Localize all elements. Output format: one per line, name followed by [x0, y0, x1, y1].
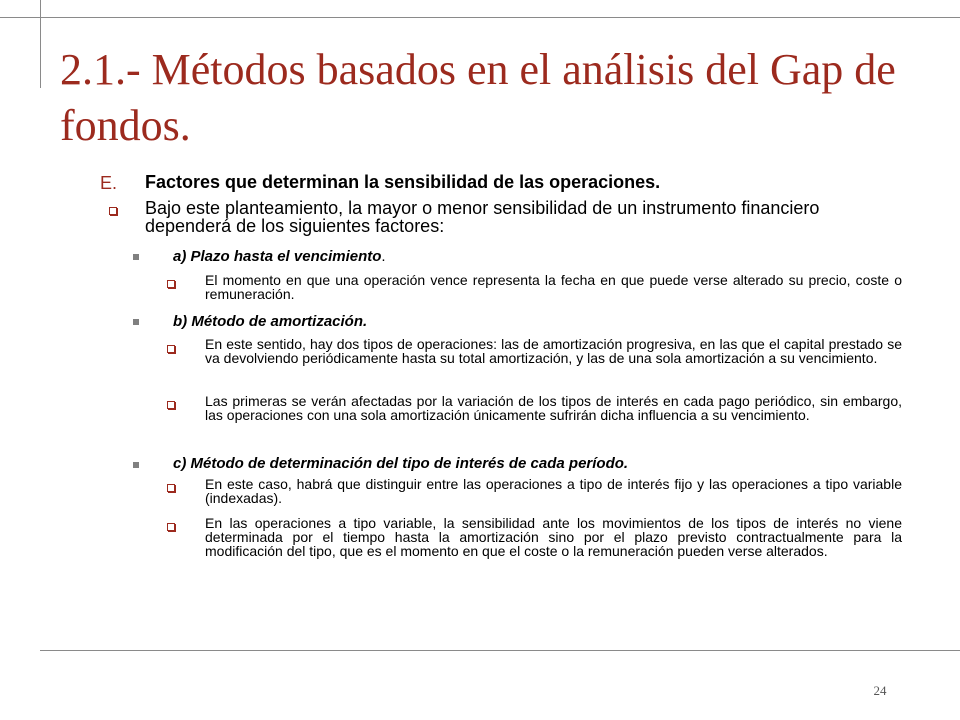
hollow-square-bullet-icon: [167, 345, 175, 353]
factor-a-point-1: El momento en que una operación vence representa la fecha en que puede verse alterado su precio, coste o remuneración.: [205, 272, 902, 302]
factor-a-label: a) Plazo hasta el vencimiento.: [173, 248, 386, 265]
section-marker: E.: [100, 173, 118, 193]
filled-square-bullet-icon: [133, 254, 139, 260]
factor-c-label: c) Método de determinación del tipo de interés de cada período.: [173, 455, 629, 472]
page-number: 24: [873, 683, 887, 698]
hollow-square-bullet-icon: [167, 484, 175, 492]
bottom-rule: [40, 650, 960, 651]
factor-b-label: b) Método de amortización.: [173, 313, 368, 330]
factor-b-point-2: Las primeras se verán afectadas por la variación de los tipos de interés en cada pago periódico, sin embargo, las operaciones con una sola amortización únicamente sufrirán dicha influencia a su vencimiento.: [205, 393, 902, 423]
filled-square-bullet-icon: [133, 319, 139, 325]
hollow-square-bullet-icon: [109, 207, 117, 215]
hollow-square-bullet-icon: [167, 401, 175, 409]
section-heading: Factores que determinan la sensibilidad de las operaciones.: [145, 172, 661, 192]
factor-b-point-1: En este sentido, hay dos tipos de operaciones: las de amortización progresiva, en las que el capital prestado se va devolviendo periódicamente hasta su total amortización, y las de una sola amortización a su vencimiento.: [205, 336, 902, 366]
hollow-square-bullet-icon: [167, 280, 175, 288]
intro-paragraph: Bajo este planteamiento, la mayor o menor sensibilidad de un instrumento financiero dependerá de los siguientes factores:: [145, 198, 820, 236]
hollow-square-bullet-icon: [167, 523, 175, 531]
factor-c-point-2: En las operaciones a tipo variable, la sensibilidad ante los movimientos de los tipos de interés no viene determinada por el tiempo hasta la amortización sino por el plazo previsto contractualmente para la modificación del tipo, que es el momento en que el coste o la remuneración pueden verse alterados.: [205, 515, 902, 559]
slide-title: 2.1.- Métodos basados en el análisis del Gap de fondos.: [60, 45, 896, 150]
factor-c-point-1: En este caso, habrá que distinguir entre las operaciones a tipo de interés fijo y las operaciones a tipo variable (indexadas).: [205, 476, 902, 506]
filled-square-bullet-icon: [133, 462, 139, 468]
